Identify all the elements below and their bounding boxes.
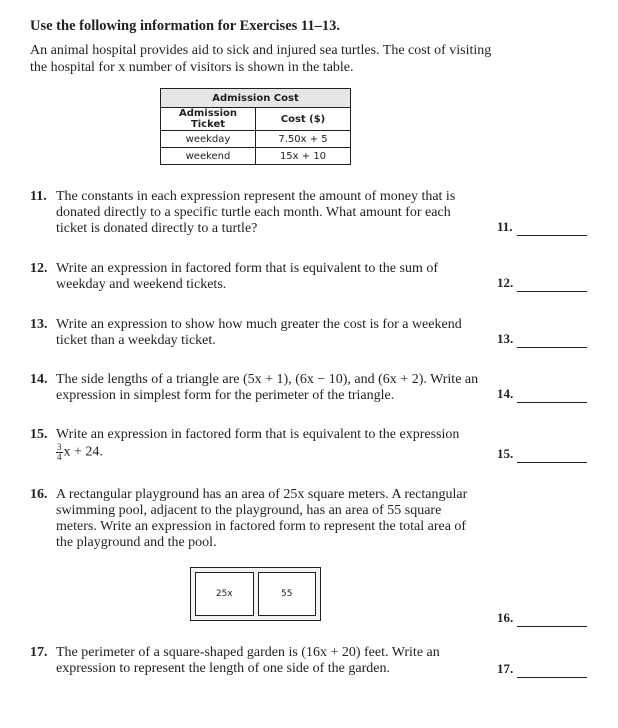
answer-blank-12[interactable] (497, 275, 587, 292)
table-cell: 15x + 10 (256, 148, 351, 165)
answer-label: 16. (497, 610, 514, 625)
answer-blank-14[interactable] (497, 386, 587, 403)
question-text: The constants in each expression represent the amount of money that is donated directly to a specific turtle each month. What amount for each ticket is donated directly to a turtle? (56, 189, 456, 236)
fraction-numerator: 3 (57, 442, 62, 452)
column-header-cost: Cost ($) (256, 108, 351, 131)
answer-label: 14. (497, 386, 514, 401)
question-text: Write an expression to show how much greater the cost is for a weekend ticket than a weekday ticket. (56, 317, 462, 348)
table-cell: weekday (161, 131, 256, 148)
section-heading: Use the following information for Exercises 11–13. (30, 18, 340, 34)
answer-label: 13. (497, 331, 514, 346)
playground-rect (195, 572, 254, 616)
playground-pool-figure (190, 567, 321, 621)
fraction-denominator: 4 (57, 452, 62, 462)
question-number: 14. (30, 372, 48, 387)
answer-blank-17[interactable] (497, 661, 587, 678)
answer-line[interactable] (517, 446, 587, 463)
answer-blank-15[interactable] (497, 446, 587, 463)
question-number: 11. (30, 189, 47, 204)
question-11 (30, 189, 485, 237)
answer-line[interactable] (517, 275, 587, 292)
question-body (56, 427, 485, 462)
question-number: 17. (30, 645, 48, 660)
question-text: The perimeter of a square-shaped garden is (16x + 20) feet. Write an expression to represent the length of one side of the garden. (56, 645, 440, 676)
question-12 (30, 261, 485, 293)
answer-line[interactable] (517, 386, 587, 403)
question-text: The side lengths of a triangle are (5x + 1), (6x − 10), and (6x + 2). Write an expression in simplest form for the perimeter of the triangle. (56, 372, 479, 403)
question-14 (30, 372, 485, 404)
answer-line[interactable] (517, 219, 587, 236)
fraction (56, 443, 63, 462)
answer-line[interactable] (517, 661, 587, 678)
answer-label: 12. (497, 275, 514, 290)
answer-label: 17. (497, 661, 514, 676)
answer-blank-13[interactable] (497, 331, 587, 348)
question-number: 15. (30, 427, 48, 442)
question-13 (30, 317, 485, 349)
question-16 (30, 487, 485, 551)
question-text: Write an expression in factored form that is equivalent to the expression (56, 427, 460, 442)
pool-rect (258, 572, 317, 616)
question-text: Write an expression in factored form that is equivalent to the sum of weekday and weekend tickets. (56, 261, 438, 292)
playground-label: 25x (215, 589, 233, 599)
table-caption: Admission Cost (161, 89, 351, 108)
question-number: 12. (30, 261, 48, 276)
answer-line[interactable] (517, 331, 587, 348)
table-cell: 7.50x + 5 (256, 131, 351, 148)
question-number: 16. (30, 487, 48, 502)
expression-tail: x + 24. (63, 444, 103, 460)
admission-cost-table (160, 88, 351, 165)
question-number: 13. (30, 317, 48, 332)
question-17 (30, 645, 485, 677)
pool-label: 55 (281, 589, 293, 599)
question-text: A rectangular playground has an area of 25x square meters. A rectangular swimming pool, adjacent to the playground, has an area of 55 square meters. Write an expression in factored form to represent the total area of the playground and the pool. (56, 487, 468, 550)
answer-blank-16[interactable] (497, 610, 587, 627)
answer-label: 15. (497, 446, 514, 461)
question-15 (30, 427, 485, 462)
answer-blank-11[interactable] (497, 219, 587, 236)
column-header-ticket: Admission Ticket (161, 108, 256, 131)
answer-label: 11. (497, 219, 513, 234)
intro-paragraph: An animal hospital provides aid to sick and injured sea turtles. The cost of visiting the hospital for x number of visitors is shown in the table. (30, 43, 492, 75)
table-cell: weekend (161, 148, 256, 165)
answer-line[interactable] (517, 610, 587, 627)
